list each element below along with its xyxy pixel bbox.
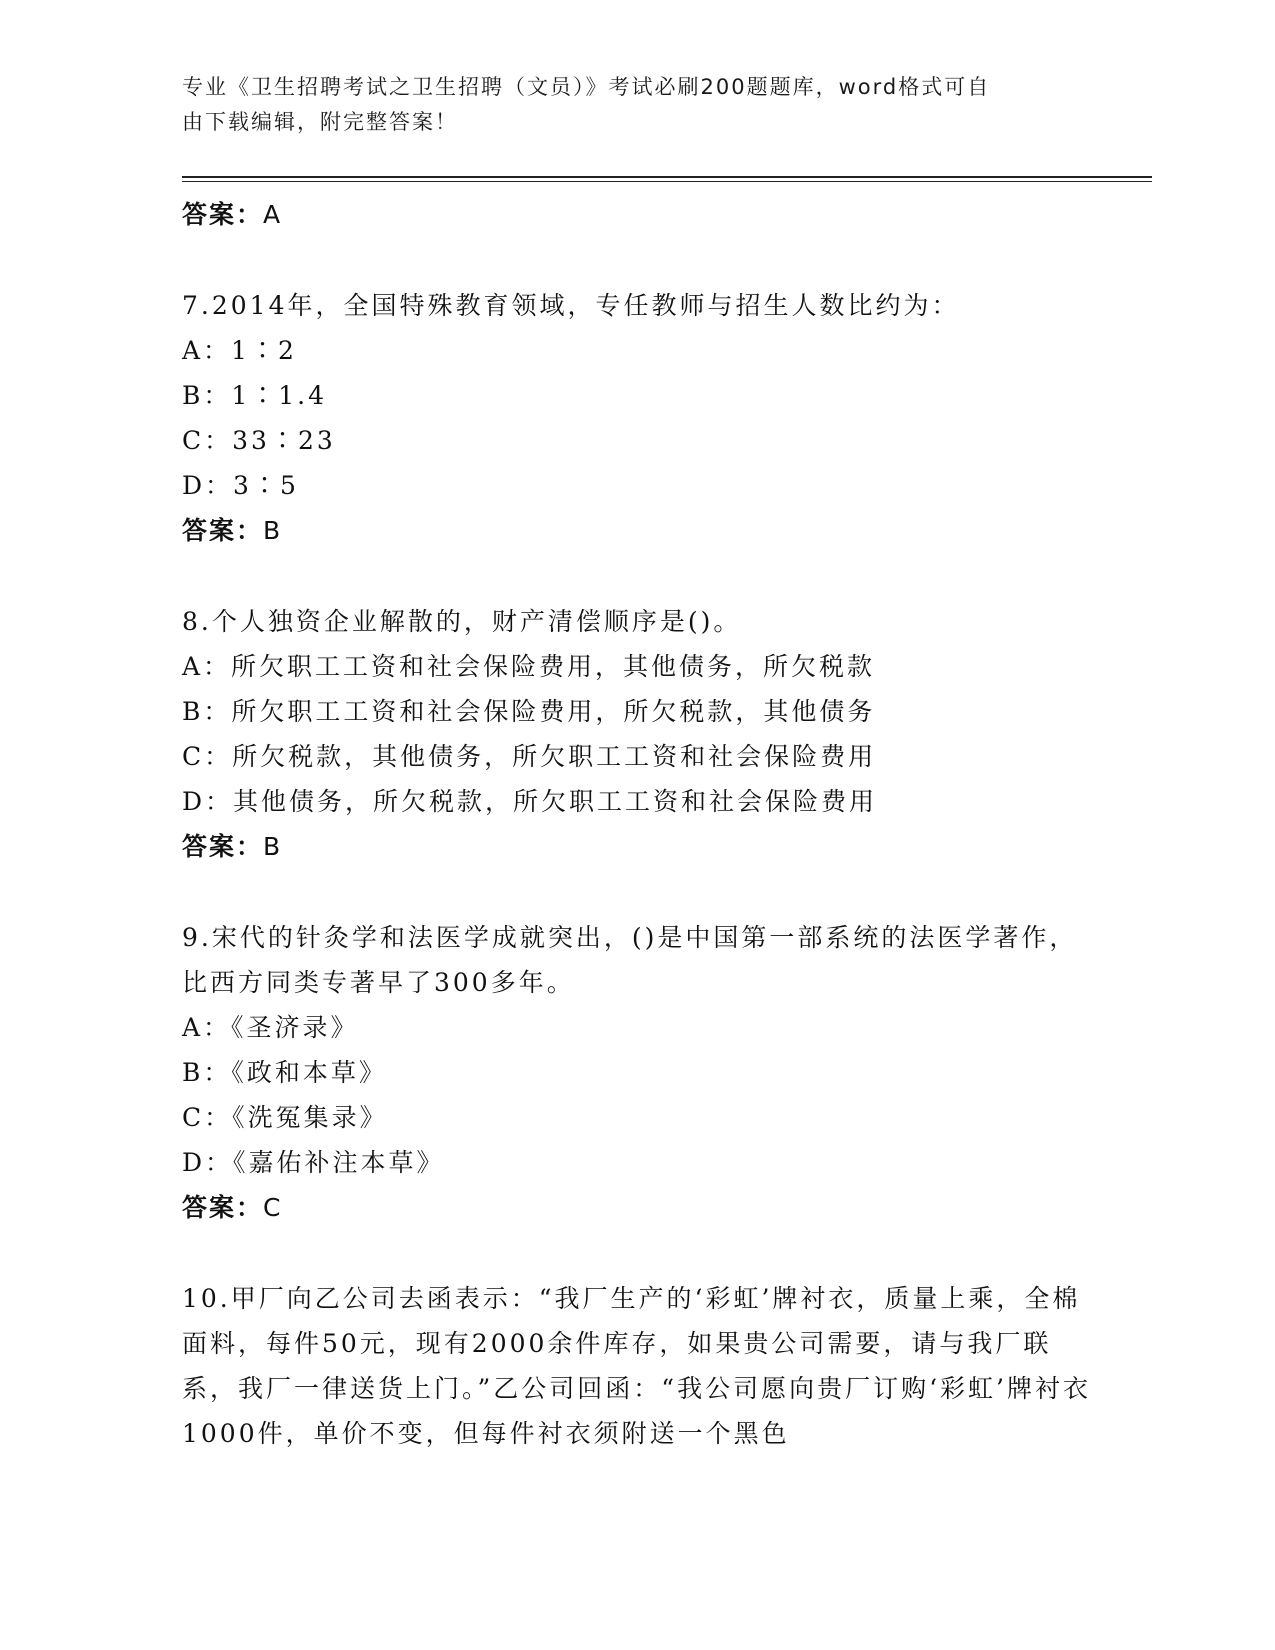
- option-c: C：33∶23: [182, 426, 336, 455]
- option-b: B：1∶1.4: [182, 381, 328, 410]
- answer-label: 答案：: [182, 1193, 264, 1222]
- option-a: A：1∶2: [182, 336, 297, 365]
- option-c: C：《洗冤集录》: [182, 1103, 388, 1132]
- question-8: [182, 599, 1102, 870]
- answer-value: A: [263, 200, 283, 229]
- document-body: [182, 192, 1102, 1456]
- answer-line: [182, 1185, 1102, 1231]
- header-line-2: 由下载编辑，附完整答案！: [182, 110, 458, 134]
- answer-label: 答案：: [182, 200, 264, 229]
- answer-label: 答案：: [182, 832, 264, 861]
- question-text: 7.2014年，全国特殊教育领域，专任教师与招生人数比约为：: [182, 291, 960, 320]
- question-9: [182, 915, 1102, 1231]
- option-d: D：3∶5: [182, 471, 299, 500]
- question-10: [182, 1276, 1102, 1456]
- option-b: B：《政和本草》: [182, 1058, 387, 1087]
- answer-label: 答案：: [182, 516, 264, 545]
- answer-line: [182, 508, 1102, 554]
- answer-line: [182, 824, 1102, 870]
- question-text: 10.甲厂向乙公司去函表示：“我厂生产的‘彩虹’牌衬衣，质量上乘，全棉面料，每件50元，现有2000余件库存，如果贵公司需要，请与我厂联系，我厂一律送货上门。”乙公司回函：“我公司愿向贵厂订购‘彩虹’牌衬衣1000件，单价不变，但每件衬衣须附送一个黑色: [182, 1284, 1091, 1448]
- question-7: [182, 283, 1102, 554]
- answer-line: [182, 192, 1102, 238]
- option-b: B：所欠职工工资和社会保险费用，所欠税款，其他债务: [182, 697, 876, 726]
- option-c: C：所欠税款，其他债务，所欠职工工资和社会保险费用: [182, 742, 877, 771]
- question-text: 9.宋代的针灸学和法医学成就突出，()是中国第一部系统的法医学著作，比西方同类专著早了300多年。: [182, 923, 1078, 997]
- header-divider-thin: [182, 181, 1152, 182]
- answer-value: B: [263, 516, 283, 545]
- question-text: 8.个人独资企业解散的，财产清偿顺序是()。: [182, 607, 742, 636]
- header-line-1: 专业《卫生招聘考试之卫生招聘（文员）》考试必刷200题题库，word格式可自: [182, 75, 991, 99]
- answer-value: C: [263, 1193, 283, 1222]
- option-d: D：《嘉佑补注本草》: [182, 1148, 445, 1177]
- option-a: A：所欠职工工资和社会保险费用，其他债务，所欠税款: [182, 652, 876, 681]
- option-d: D：其他债务，所欠税款，所欠职工工资和社会保险费用: [182, 787, 878, 816]
- header-divider-thick: [182, 176, 1152, 178]
- answer-value: B: [263, 832, 283, 861]
- option-a: A：《圣济录》: [182, 1013, 359, 1042]
- document-header: [182, 70, 1062, 140]
